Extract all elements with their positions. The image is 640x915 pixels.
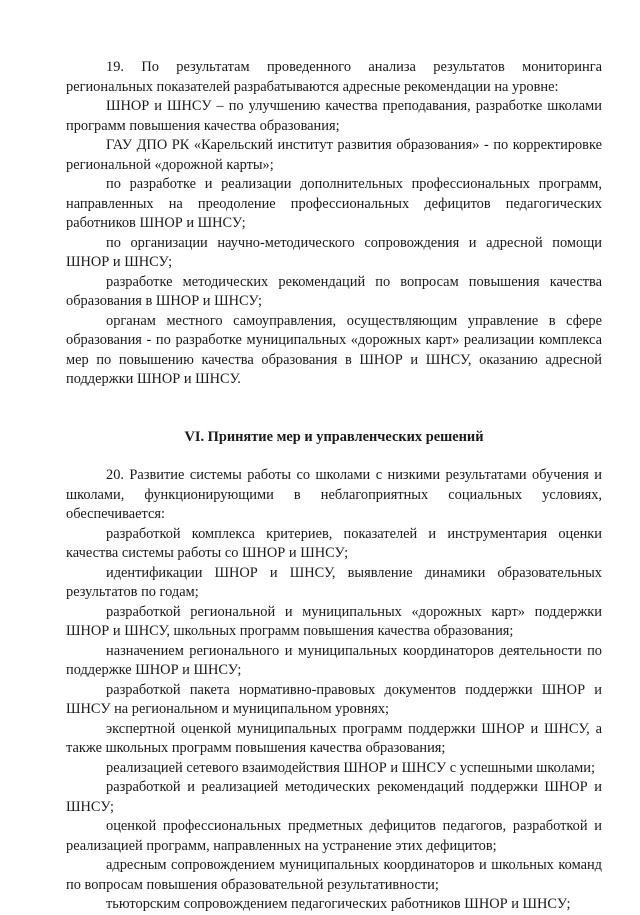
spacer <box>66 390 602 428</box>
paragraph-19-item-support: по организации научно-методического сопровождения и адресной помощи ШНОР и ШНСУ; <box>66 234 602 270</box>
paragraph-19-item-recommendations: разработке методических рекомендаций по вопросам повышения качества образования в ШНОР и ШНСУ; <box>66 273 602 309</box>
section-6-body <box>66 466 602 915</box>
paragraph-19-intro: 19. По результатам проведенного анализа результатов мониторинга региональных показателей разрабатываются адресные рекомендации на уровне: <box>66 59 602 95</box>
section-heading: VI. Принятие мер и управленческих решений <box>184 428 484 445</box>
list-item: назначением регионального и муниципальных координаторов деятельности по поддержке ШНОР и ШНСУ; <box>66 642 602 678</box>
list-item: реализацией сетевого взаимодействия ШНОР и ШНСУ с успешными школами; <box>106 759 595 776</box>
list-item: экспертной оценкой муниципальных программ поддержки ШНОР и ШНСУ, а также школьных программ повышения качества образования; <box>66 720 602 756</box>
list-item: оценкой профессиональных предметных дефицитов педагогов, разработкой и реализацией программ, направленных на устранение этих дефицитов; <box>66 818 602 854</box>
list-item: тьюторским сопровождением педагогических работников ШНОР и ШНСУ; <box>106 896 571 912</box>
list-item: разработкой региональной и муниципальных «дорожных карт» поддержки ШНОР и ШНСУ, школьных программ повышения качества образования; <box>66 603 602 639</box>
list-item: разработкой комплекса критериев, показателей и инструментария оценки качества системы работы со ШНОР и ШНСУ; <box>66 525 602 561</box>
list-item: разработкой пакета нормативно-правовых документов поддержки ШНОР и ШНСУ на региональном и муниципальном уровнях; <box>66 681 602 717</box>
paragraph-19-item-programs: по разработке и реализации дополнительных профессиональных программ, направленных на преодоление профессиональных дефицитов педагогических работников ШНОР и ШНСУ; <box>66 176 602 231</box>
spacer <box>66 447 602 466</box>
list-item: адресным сопровождением муниципальных координаторов и школьных команд по вопросам повышения образовательной результативности; <box>66 857 602 893</box>
section-5-body <box>66 58 602 390</box>
paragraph-19-item-municipal: органам местного самоуправления, осуществляющим управление в сфере образования - по разработке муниципальных «дорожных карт» реализации комплекса мер по повышению качества образования в ШНОР и ШНСУ, оказанию адресной поддержки ШНОР и ШНСУ. <box>66 312 602 387</box>
list-item: идентификации ШНОР и ШНСУ, выявление динамики образовательных результатов по годам; <box>66 564 602 600</box>
list-item: разработкой и реализацией методических рекомендаций поддержки ШНОР и ШНСУ; <box>66 779 602 815</box>
paragraph-19-item-schools: ШНОР и ШНСУ – по улучшению качества преподавания, разработке школами программ повышения качества образования; <box>66 98 602 134</box>
paragraph-19-item-institute: ГАУ ДПО РК «Карельский институт развития образования» - по корректировке региональной «дорожной карты»; <box>66 137 602 173</box>
paragraph-20-intro: 20. Развитие системы работы со школами с низкими результатами обучения и школами, функционирующими в неблагоприятных социальных условиях, обеспечивается: <box>66 467 602 522</box>
